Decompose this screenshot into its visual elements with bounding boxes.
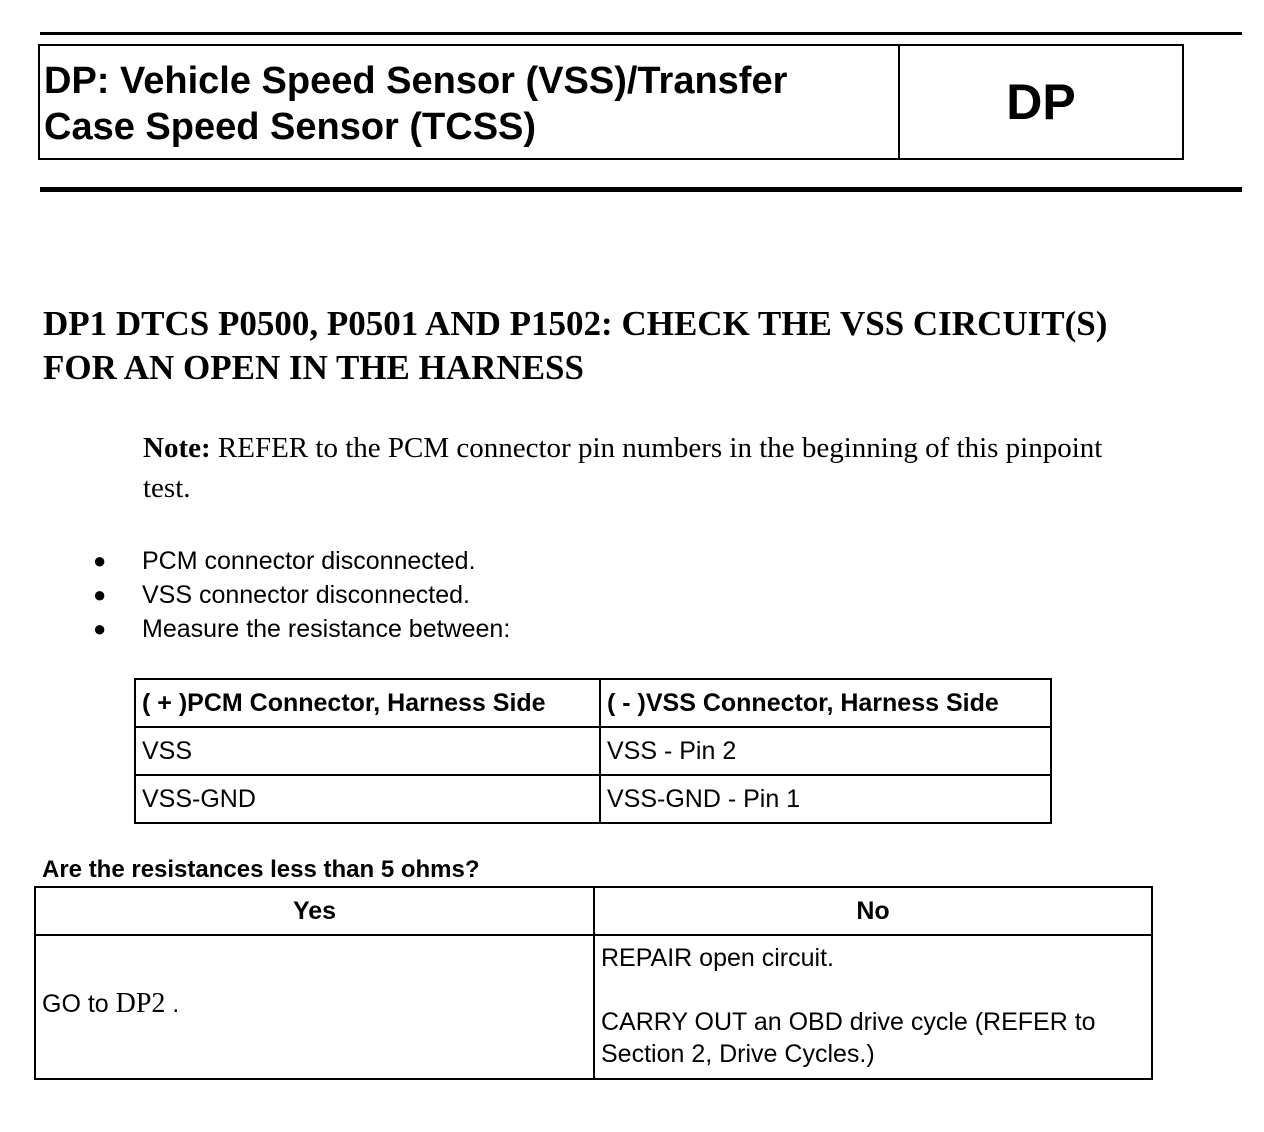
note [143, 428, 1153, 508]
question-text: Are the resistances less than 5 ohms? [42, 856, 480, 883]
no-header: No [594, 887, 1152, 935]
bullet-icon: ● [93, 548, 107, 573]
section-code: DP [1006, 74, 1076, 130]
column-header-pcm: ( + )PCM Connector, Harness Side [135, 679, 600, 727]
table-cell: VSS-GND [135, 775, 600, 823]
yes-suffix: . [165, 990, 180, 1018]
table-cell: VSS [135, 727, 600, 775]
decision-table [34, 886, 1153, 1080]
dp2-link[interactable]: DP2 [115, 988, 166, 1019]
no-action-drive-cycle: CARRY OUT an OBD drive cycle (REFER to Section 2, Drive Cycles.) [601, 1008, 1096, 1068]
table-cell: VSS - Pin 2 [600, 727, 1051, 775]
table-row [135, 775, 1051, 823]
column-header-vss: ( - )VSS Connector, Harness Side [600, 679, 1051, 727]
table-row [35, 935, 1152, 1079]
bullet-icon: ● [93, 582, 107, 607]
section-header [38, 44, 1184, 160]
list-item: ● VSS connector disconnected. [93, 581, 470, 609]
list-item: ● Measure the resistance between: [93, 615, 511, 643]
test-heading [43, 302, 1243, 390]
table-row [135, 727, 1051, 775]
bottom-rule [40, 187, 1242, 192]
yes-action: GO to [42, 990, 116, 1018]
table-header-row [135, 679, 1051, 727]
table-cell: VSS-GND - Pin 1 [600, 775, 1051, 823]
bullet-icon: ● [93, 616, 107, 641]
measurement-table [134, 678, 1052, 824]
yes-header: Yes [35, 887, 594, 935]
step-list [90, 546, 510, 648]
section-title [40, 46, 900, 158]
top-rule [40, 32, 1242, 35]
test-heading-line2: FOR AN OPEN IN THE HARNESS [43, 348, 584, 387]
section-title-line2: Case Speed Sensor (TCSS) [44, 106, 537, 148]
note-label: Note: [143, 432, 211, 464]
note-text: REFER to the PCM connector pin numbers in the beginning of this pinpoint test. [143, 432, 1103, 504]
list-item: ● PCM connector disconnected. [93, 547, 476, 575]
test-heading-line1: DP1 DTCS P0500, P0501 AND P1502: CHECK THE VSS CIRCUIT(S) [43, 304, 1108, 343]
section-title-line1: DP: Vehicle Speed Sensor (VSS)/Transfer [44, 60, 788, 102]
no-action-repair: REPAIR open circuit. [601, 944, 834, 972]
table-header-row [35, 887, 1152, 935]
yes-cell [35, 935, 594, 1079]
no-cell [594, 935, 1152, 1079]
